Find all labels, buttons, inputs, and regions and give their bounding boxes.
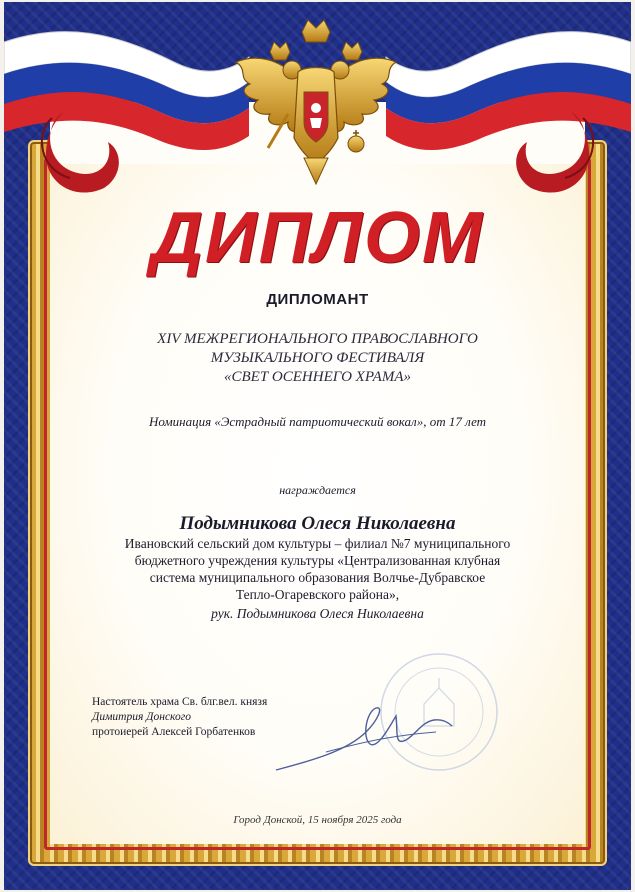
festival-line: «СВЕТ ОСЕННЕГО ХРАМА» — [224, 369, 411, 385]
place-date: Город Донской, 15 ноября 2025 года — [233, 814, 402, 826]
festival-name — [4, 330, 631, 387]
festival-line: МУЗЫКАЛЬНОГО ФЕСТИВАЛЯ — [210, 350, 425, 366]
awarded-label: награждается — [279, 483, 356, 497]
signer-block — [92, 695, 267, 740]
signer-line: протоиерей Алексей Горбатенков — [92, 726, 256, 738]
diploma-title: ДИПЛОМ — [150, 198, 484, 278]
organization-line: система муниципального образования Волчье-Дубравское — [149, 570, 486, 585]
organization-line: Ивановский сельский дом культуры – филиал №7 муниципального — [124, 536, 511, 551]
coat-of-arms-icon — [228, 18, 404, 190]
organization-line: бюджетного учреждения культуры «Централизованная клубная — [134, 553, 501, 568]
leader-text: рук. Подымникова Олеся Николаевна — [211, 606, 424, 621]
diplomant-heading: ДИПЛОМАНТ — [266, 291, 369, 308]
diploma-sheet — [4, 2, 631, 890]
signer-line: Настоятель храма Св. блг.вел. князя — [92, 696, 268, 708]
organization-line: Тепло-Огаревского района», — [235, 587, 400, 602]
recipient-name: Подымникова Олеся Николаевна — [179, 513, 456, 534]
signer-line: Димитрия Донского — [92, 711, 191, 723]
festival-line: XIV МЕЖРЕГИОНАЛЬНОГО ПРАВОСЛАВНОГО — [157, 331, 478, 347]
organization-text — [4, 535, 631, 603]
signature — [266, 692, 456, 782]
nomination-text: Номинация «Эстрадный патриотический вокал», от 17 лет — [148, 414, 487, 429]
